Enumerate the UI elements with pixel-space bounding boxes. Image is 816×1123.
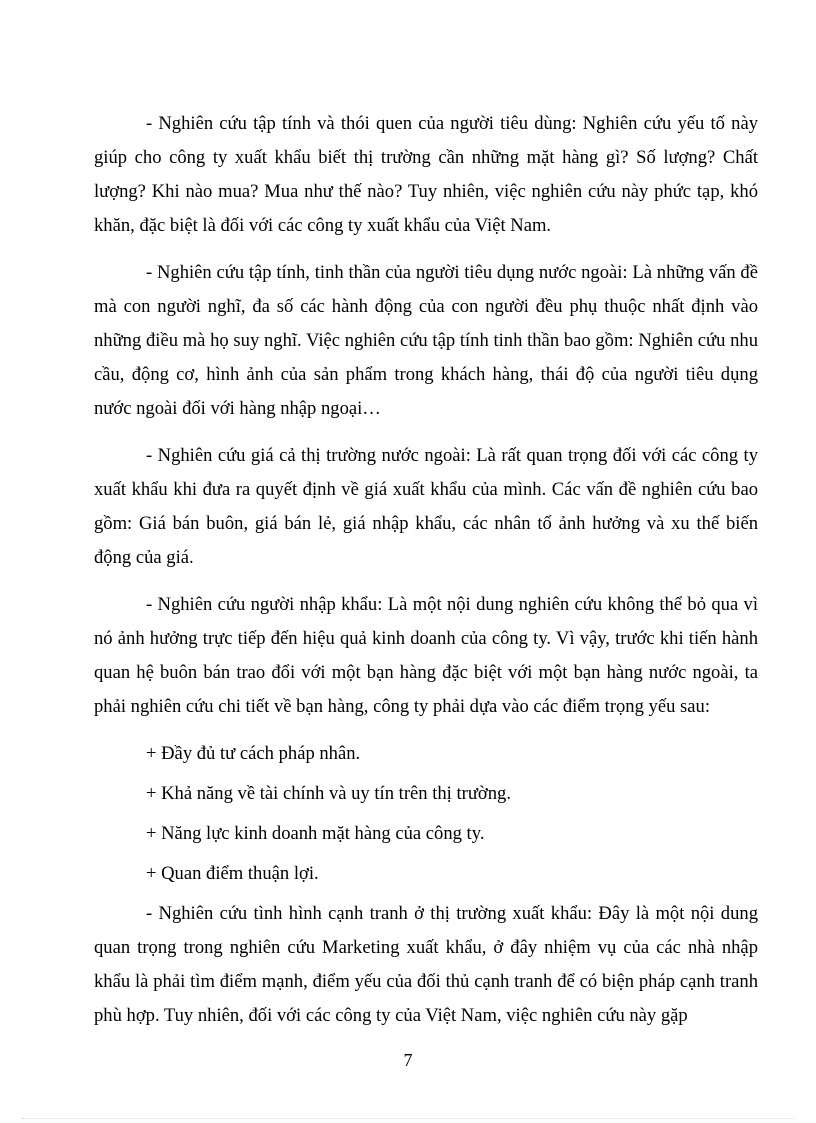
page-bottom-divider [22,1118,794,1119]
paragraph-consumer-mindset: - Nghiên cứu tập tính, tinh thần của người tiêu dụng nước ngoài: Là những vấn đề mà con người nghĩ, đa số các hành động của con người đều phụ thuộc nhất định vào những điều mà họ suy nghĩ. Việc nghiên cứu tập tính tinh thần bao gồm: Nghiên cứu nhu cầu, động cơ, hình ảnh của sản phẩm trong khách hàng, thái độ của người tiêu dụng nước ngoài đối với hàng nhập ngoại… [94,262,758,419]
paragraph-importer-research: - Nghiên cứu người nhập khẩu: Là một nội dung nghiên cứu không thể bỏ qua vì nó ảnh hưởng trực tiếp đến hiệu quả kinh doanh của công ty. Vì vậy, trước khi tiến hành quan hệ buôn bán trao đổi với một bạn hàng đặc biệt với một bạn hàng nước ngoài, ta phải nghiên cứu chi tiết về bạn hàng, công ty phải dựa vào các điểm trọng yếu sau: [94,594,758,717]
list-item-business-capacity: + Năng lực kinh doanh mặt hàng của công ty. [146,823,485,844]
page-number: 7 [403,1050,413,1070]
list-item-favorable-view: + Quan điểm thuận lợi. [146,863,319,884]
paragraph-foreign-prices: - Nghiên cứu giá cả thị trường nước ngoài: Là rất quan trọng đối với các công ty xuất khẩu khi đưa ra quyết định về giá xuất khẩu của mình. Các vấn đề nghiên cứu bao gồm: Giá bán buôn, giá bán lẻ, giá nhập khẩu, các nhân tố ảnh hưởng và xu thế biến động của giá. [94,445,758,568]
list-item-financial-capacity: + Khả năng về tài chính và uy tín trên thị trường. [146,783,512,804]
paragraph-consumer-habits: - Nghiên cứu tập tính và thói quen của người tiêu dùng: Nghiên cứu yếu tố này giúp cho công ty xuất khẩu biết thị trường cần những mặt hàng gì? Số lượng? Chất lượng? Khi nào mua? Mua như thế nào? Tuy nhiên, việc nghiên cứu này phức tạp, khó khăn, đặc biệt là đối với các công ty xuất khẩu của Việt Nam. [94,113,758,236]
document-body [94,107,758,1046]
list-item-legal-status: + Đầy đủ tư cách pháp nhân. [146,743,361,764]
paragraph-competition-research: - Nghiên cứu tình hình cạnh tranh ở thị trường xuất khẩu: Đây là một nội dung quan trọng trong nghiên cứu Marketing xuất khẩu, ở đây nhiệm vụ của các nhà nhập khẩu là phải tìm điểm mạnh, điểm yếu của đối thủ cạnh tranh để có biện pháp cạnh tranh phù hợp. Tuy nhiên, đối với các công ty của Việt Nam, việc nghiên cứu này gặp [94,903,758,1026]
